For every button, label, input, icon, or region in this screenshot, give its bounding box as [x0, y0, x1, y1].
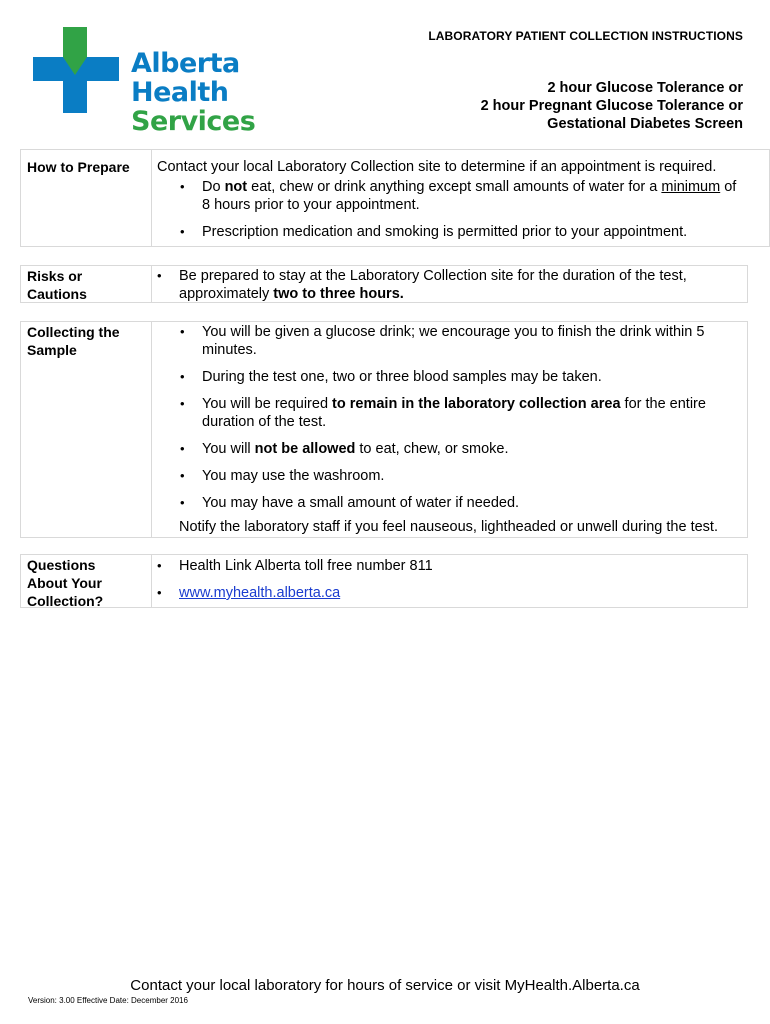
emphasis-minimum: minimum [661, 179, 721, 195]
list-item: • You may have a small amount of water if needed. [180, 495, 520, 511]
list-item: • www.myhealth.alberta.ca [157, 585, 341, 601]
section-collecting-the-sample [20, 321, 748, 538]
logo-line-2: Services [131, 106, 256, 137]
test-title-line: 2 hour Pregnant Glucose Tolerance or [480, 98, 743, 114]
test-title [481, 79, 743, 133]
ahs-logo [33, 27, 323, 137]
collecting-notify-text: Notify the laboratory staff if you feel nauseous, lightheaded or unwell during the test. [179, 519, 718, 535]
test-title-line: 2 hour Glucose Tolerance or [547, 80, 743, 96]
section-risks-or-cautions [20, 265, 748, 303]
list-item: • Be prepared to stay at the Laboratory Collection site for the duration of the test, approximately two to three hours. [157, 268, 687, 302]
footer-contact-text: Contact your local laboratory for hours of service or visit MyHealth.Alberta.ca [130, 977, 640, 994]
list-item: • Do not eat, chew or drink anything except small amounts of water for a minimum of 8 hours prior to your appointment. [180, 179, 737, 213]
section-label: Collecting the Sample [27, 324, 120, 358]
myhealth-link[interactable]: www.myhealth.alberta.ca [179, 585, 341, 601]
emphasis-not-allowed: not be allowed [254, 441, 356, 457]
section-label: How to Prepare [27, 159, 130, 175]
list-item: • Health Link Alberta toll free number 811 [157, 558, 433, 574]
prepare-intro: Contact your local Laboratory Collection site to determine if an appointment is required. [157, 159, 717, 175]
ahs-cross-logo-icon [33, 27, 119, 113]
list-item: • You will be required to remain in the laboratory collection area for the entire duration of the test. [180, 396, 706, 430]
list-item: • You will not be allowed to eat, chew, or smoke. [180, 441, 509, 457]
section-body [151, 322, 747, 537]
section-label: Risks or Cautions [27, 268, 87, 302]
section-body [151, 266, 747, 302]
section-questions [20, 554, 748, 608]
test-title-line: Gestational Diabetes Screen [547, 116, 743, 132]
list-item: • Prescription medication and smoking is permitted prior to your appointment. [180, 224, 688, 240]
emphasis-remain: to remain in the laboratory collection area [332, 396, 621, 412]
section-how-to-prepare [20, 149, 770, 247]
section-body [151, 150, 769, 246]
section-label: Questions About Your Collection? [27, 557, 104, 609]
logo-line-1: Alberta Health [131, 48, 240, 108]
emphasis-duration: two to three hours. [273, 286, 404, 302]
footer-version: Version: 3.00 Effective Date: December 2016 [28, 996, 188, 1005]
section-body [151, 555, 747, 607]
list-item: • During the test one, two or three blood samples may be taken. [180, 369, 602, 385]
document-type-label: LABORATORY PATIENT COLLECTION INSTRUCTIONS [428, 29, 743, 43]
list-item: • You will be given a glucose drink; we encourage you to finish the drink within 5 minutes. [180, 324, 705, 358]
list-item: • You may use the washroom. [180, 468, 385, 484]
emphasis-not: not [224, 179, 248, 195]
